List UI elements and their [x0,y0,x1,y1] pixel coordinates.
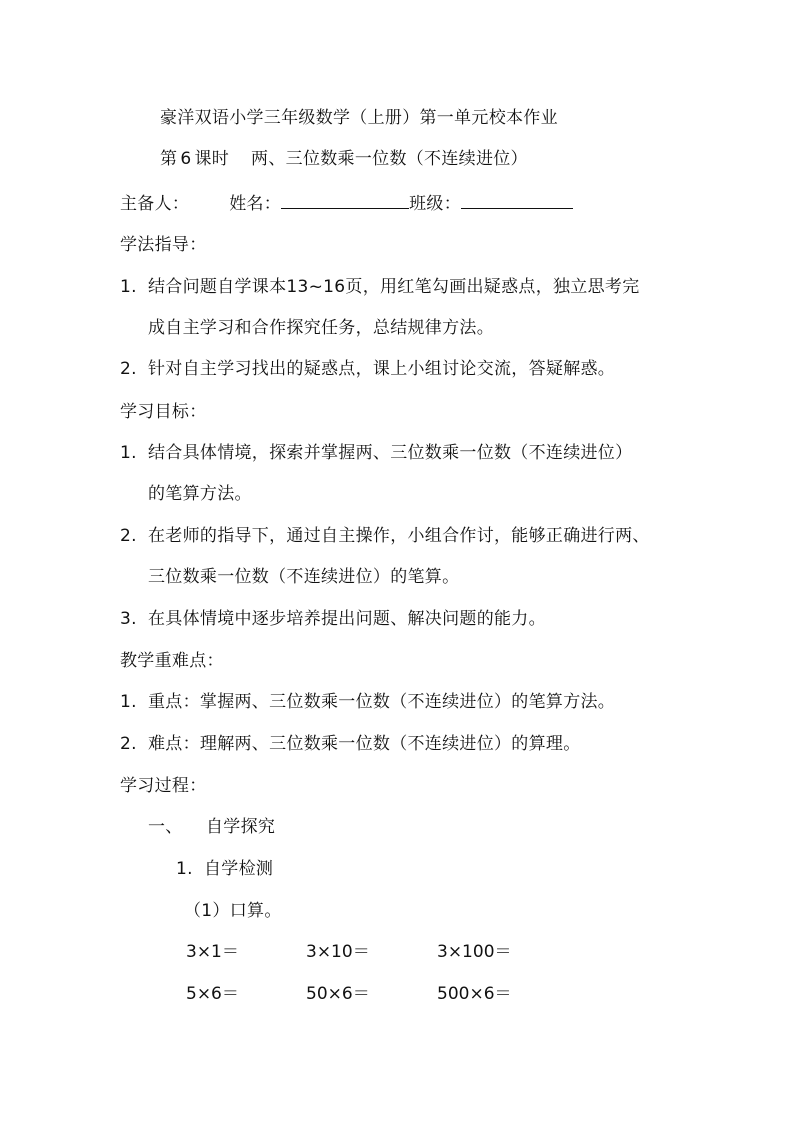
calc-cell: 500×6＝ [437,984,512,1004]
info-line [120,190,573,216]
process-heading: 学习过程： [120,776,207,796]
document-title: 豪洋双语小学三年级数学（上册）第一单元校本作业 [160,108,558,128]
part-label: （1）口算。 [184,901,282,921]
calc-cell: 3×1＝ [186,942,239,962]
list-text: 难点：理解两、三位数乘一位数（不连续进位）的算理。 [148,734,581,754]
section-one [148,815,275,839]
class-label: 班级： [409,194,462,214]
list-text: 针对自主学习找出的疑惑点，课上小组讨论交流，答疑解惑。 [148,359,616,379]
section-number: 一、 [148,817,183,837]
goal-item-1 [120,441,632,465]
method-item-1-cont: 成自主学习和合作探究任务，总结规律方法。 [148,318,494,338]
goal-item-3 [120,607,546,631]
goal-item-1-cont: 的笔算方法。 [148,484,252,504]
calc-cell: 3×100＝ [437,942,512,962]
calc-cell: 3×10＝ [306,942,370,962]
list-text: 结合具体情境，探索并掌握两、三位数乘一位数（不连续进位） [148,443,633,463]
lesson-suffix: 课时 [194,149,230,169]
section-title: 自学探究 [206,817,276,837]
list-text: 重点：掌握两、三位数乘一位数（不连续进位）的笔算方法。 [148,692,616,712]
preparer-label: 主备人： [120,194,190,214]
list-text: 结合问题自学课本13~16页，用红笔勾画出疑惑点，独立思考完 [148,277,640,297]
list-number: 2. [120,359,137,379]
subsection-one [176,857,273,881]
lesson-line [160,147,528,171]
method-item-2 [120,357,615,381]
list-number: 1. [120,443,137,463]
list-number: 2. [120,734,137,754]
keypoint-item-2 [120,732,581,756]
keypoint-item-1 [120,690,615,714]
subsection-title: 自学检测 [204,859,274,879]
class-blank[interactable] [461,190,573,209]
name-blank[interactable] [281,190,409,209]
method-heading: 学法指导： [120,235,207,255]
list-number: 1. [120,277,137,297]
list-number: 2. [120,526,137,546]
lesson-prefix: 第 [160,149,178,169]
list-text: 在具体情境中逐步培养提出问题、解决问题的能力。 [148,609,546,629]
calc-cell: 50×6＝ [306,984,370,1004]
method-item-1 [120,275,640,299]
lesson-topic: 两、三位数乘一位数（不连续进位） [251,149,528,169]
goal-item-2-cont: 三位数乘一位数（不连续进位）的笔算。 [148,567,460,587]
keypoints-heading: 教学重难点： [120,651,224,671]
name-label: 姓名： [229,194,282,214]
list-number: 1. [120,692,137,712]
list-text: 在老师的指导下，通过自主操作，小组合作讨，能够正确进行两、 [148,526,650,546]
list-number: 1. [176,859,193,879]
lesson-number: 6 [180,149,192,169]
calc-cell: 5×6＝ [186,984,239,1004]
list-number: 3. [120,609,137,629]
goal-item-2 [120,524,650,548]
goals-heading: 学习目标： [120,402,207,422]
